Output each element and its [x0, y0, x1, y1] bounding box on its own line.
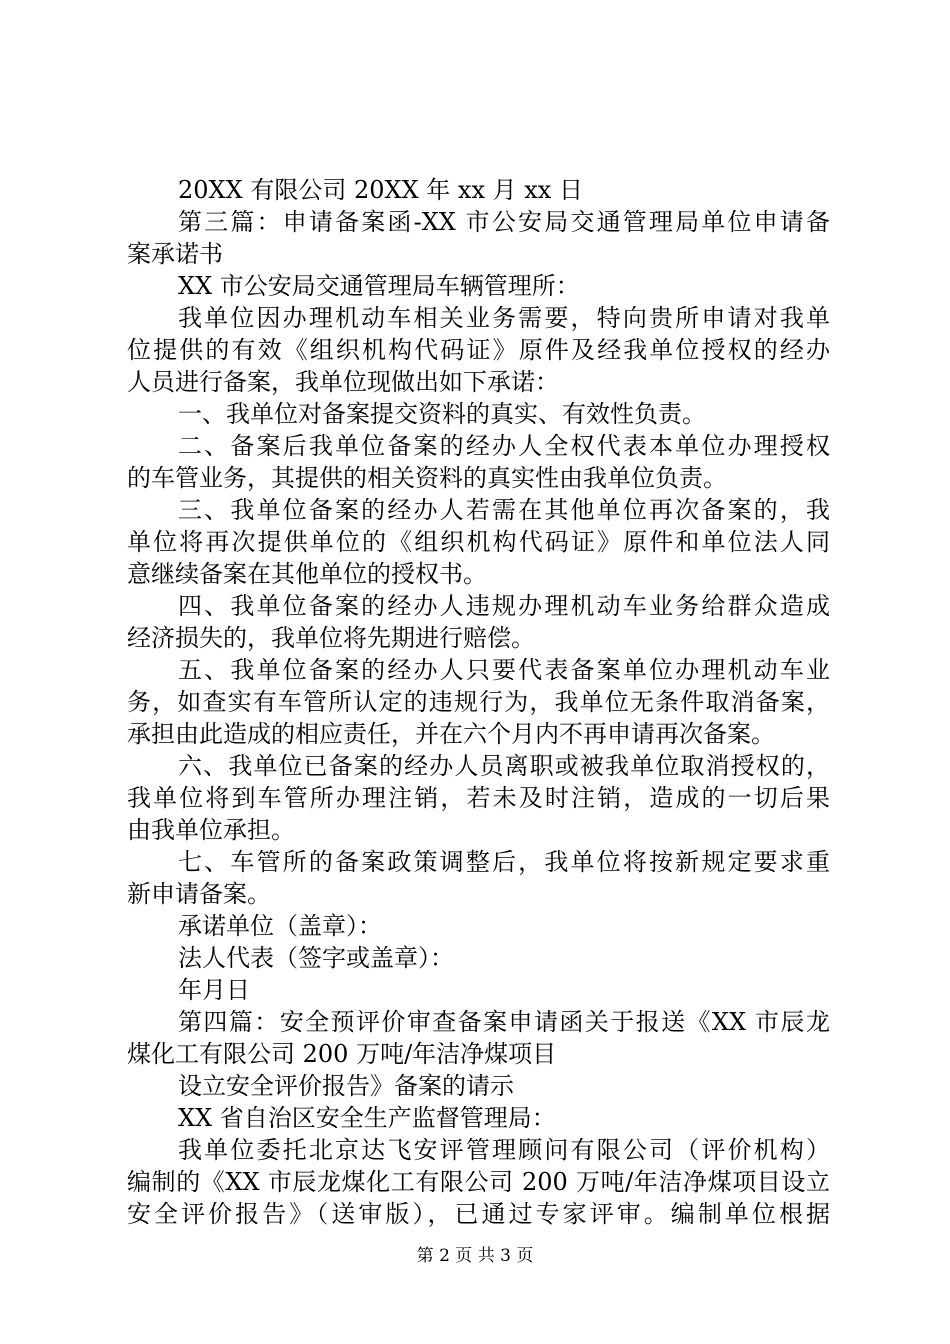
- commitment-item-3-cont: 意继续备案在其他单位的授权书。: [127, 560, 487, 588]
- commitment-item-4-cont: 经济损失的，我单位将先期进行赔偿。: [127, 624, 535, 652]
- recipient-line: XX 省自治区安全生产监督管理局：: [178, 1104, 556, 1132]
- section-four-subtitle: 设立安全评价报告》备案的请示: [178, 1072, 514, 1100]
- commitment-item-6-cont: 我单位将到车管所办理注销，若未及时注销，造成的一切后果: [127, 784, 830, 812]
- paragraph-line: 编制的《XX 市辰龙煤化工有限公司 200 万吨/年洁净煤项目设立: [127, 1168, 830, 1196]
- paragraph-line: 我单位委托北京达飞安评管理顾问有限公司（评价机构）: [178, 1136, 830, 1164]
- commitment-item-1: 一、我单位对备案提交资料的真实、有效性负责。: [178, 400, 706, 428]
- commitment-item-4: 四、我单位备案的经办人违规办理机动车业务给群众造成: [178, 592, 830, 620]
- paragraph-line: 我单位因办理机动车相关业务需要，特向贵所申请对我单: [178, 304, 830, 332]
- commitment-item-5-cont: 承担由此造成的相应责任，并在六个月内不再申请再次备案。: [127, 720, 775, 748]
- paragraph-line: 安全评价报告》（送审版），已通过专家评审。编制单位根据: [127, 1200, 830, 1228]
- commitment-item-2: 二、备案后我单位备案的经办人全权代表本单位办理授权: [178, 432, 830, 460]
- commitment-item-6-cont: 由我单位承担。: [127, 816, 295, 844]
- date-line: 20XX 有限公司 20XX 年 xx 月 xx 日: [178, 176, 583, 204]
- signature-representative: 法人代表（签字或盖章）：: [178, 944, 454, 972]
- signature-date: 年月日: [178, 976, 250, 1004]
- commitment-item-5: 五、我单位备案的经办人只要代表备案单位办理机动车业: [178, 656, 830, 684]
- commitment-item-5-cont: 务，如查实有车管所认定的违规行为，我单位无条件取消备案，: [127, 688, 830, 716]
- paragraph-line: 位提供的有效《组织机构代码证》原件及经我单位授权的经办: [127, 336, 830, 364]
- commitment-item-3: 三、我单位备案的经办人若需在其他单位再次备案的，我: [178, 496, 830, 524]
- section-four-heading: 第四篇：安全预评价审查备案申请函关于报送《XX 市辰龙: [178, 1008, 830, 1036]
- paragraph-line: 人员进行备案，我单位现做出如下承诺：: [127, 368, 559, 396]
- commitment-item-6: 六、我单位已备案的经办人员离职或被我单位取消授权的，: [178, 752, 830, 780]
- commitment-item-3-cont: 单位将再次提供单位的《组织机构代码证》原件和单位法人同: [127, 528, 830, 556]
- section-three-heading-cont: 案承诺书: [127, 240, 223, 268]
- commitment-item-7-cont: 新申请备案。: [127, 880, 271, 908]
- section-four-heading-cont: 煤化工有限公司 200 万吨/年洁净煤项目: [127, 1040, 557, 1068]
- page-number-footer: 第 2 页 共 3 页: [416, 1246, 534, 1266]
- signature-unit: 承诺单位（盖章）：: [178, 912, 382, 940]
- commitment-item-7: 七、车管所的备案政策调整后，我单位将按新规定要求重: [178, 848, 830, 876]
- recipient-line: XX 市公安局交通管理局车辆管理所：: [178, 272, 580, 300]
- section-three-heading: 第三篇：申请备案函-XX 市公安局交通管理局单位申请备: [178, 208, 830, 236]
- commitment-item-2-cont: 的车管业务，其提供的相关资料的真实性由我单位负责。: [127, 464, 727, 492]
